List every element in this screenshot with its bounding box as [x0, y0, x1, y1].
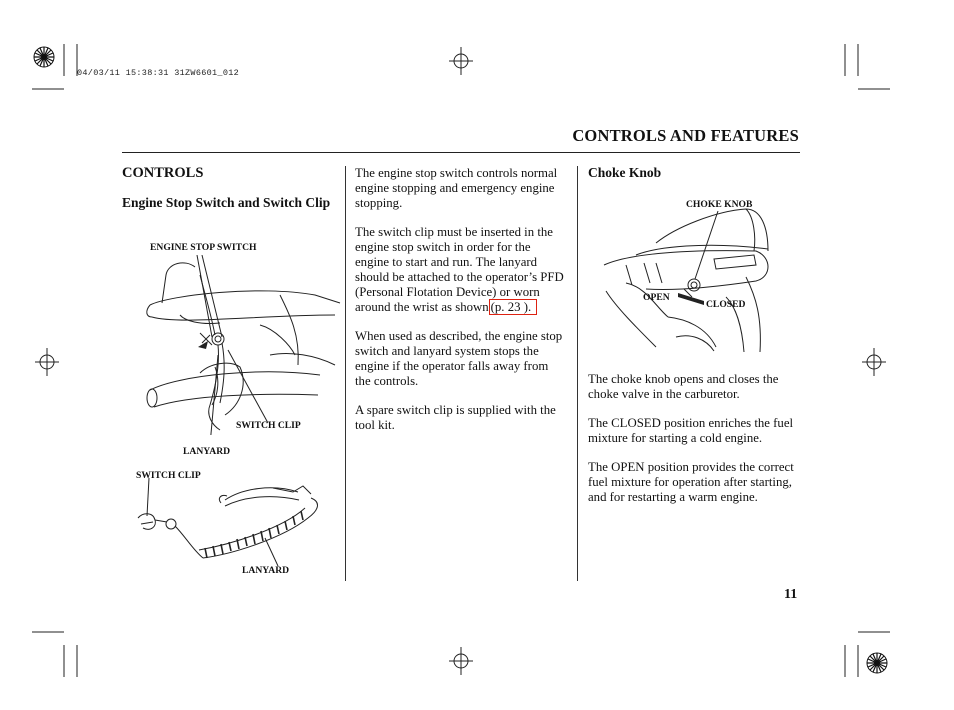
column-divider [345, 166, 346, 581]
paragraph [355, 225, 567, 315]
registration-target-icon [862, 348, 886, 376]
paragraph: The CLOSED position enriches the fuel mixture for starting a cold engine. [588, 416, 794, 445]
choke-closed-label: CLOSED [706, 299, 746, 310]
choke-knob-label: CHOKE KNOB [686, 199, 753, 210]
page-reference-link[interactable]: (p. 23 ). [489, 299, 538, 315]
paragraph: The engine stop switch controls normal engine stopping and emergency engine stopping. [355, 166, 558, 210]
print-stamp: 04/03/11 15:38:31 31ZW6601_012 [77, 68, 240, 78]
engine-stop-subheading: Engine Stop Switch and Switch Clip [122, 195, 331, 210]
engine-stop-description [355, 166, 567, 433]
section-title: CONTROLS AND FEATURES [572, 126, 799, 145]
starburst-mark-icon [867, 653, 887, 673]
registration-target-icon [449, 647, 473, 675]
starburst-mark-icon [34, 47, 54, 67]
lanyard-label: LANYARD [183, 446, 231, 457]
registration-target-icon [449, 47, 473, 75]
page-number: 11 [784, 587, 798, 602]
lanyard-label: LANYARD [242, 565, 290, 576]
column-divider [577, 166, 578, 581]
paragraph: A spare switch clip is supplied with the tool kit. [355, 403, 556, 432]
header-rule [122, 152, 800, 153]
paragraph: When used as described, the engine stop switch and lanyard system stops the engine if the operator falls away from the controls. [355, 329, 563, 388]
choke-knob-illustration [596, 207, 776, 357]
switch-clip-lanyard-illustration [133, 478, 333, 568]
choke-knob-heading: Choke Knob [588, 165, 662, 180]
controls-heading: CONTROLS [122, 165, 204, 181]
choke-knob-description [588, 372, 803, 505]
engine-stop-switch-label: ENGINE STOP SWITCH [150, 242, 257, 253]
switch-clip-label: SWITCH CLIP [136, 470, 201, 481]
choke-open-label: OPEN [643, 292, 670, 303]
engine-stop-switch-illustration [140, 255, 345, 435]
paragraph: The choke knob opens and closes the choke valve in the carburetor. [588, 372, 779, 401]
paragraph-text: The switch clip must be inserted in the engine stop switch in order for the engine to start and run. The lanyard should be attached to the operator’s PFD (Personal Flotation Device) or worn around the wrist as shown [355, 225, 564, 314]
registration-target-icon [35, 348, 59, 376]
paragraph: The OPEN position provides the correct fuel mixture for operation after starting, and for restarting a warm engine. [588, 460, 794, 504]
switch-clip-label: SWITCH CLIP [236, 420, 301, 431]
